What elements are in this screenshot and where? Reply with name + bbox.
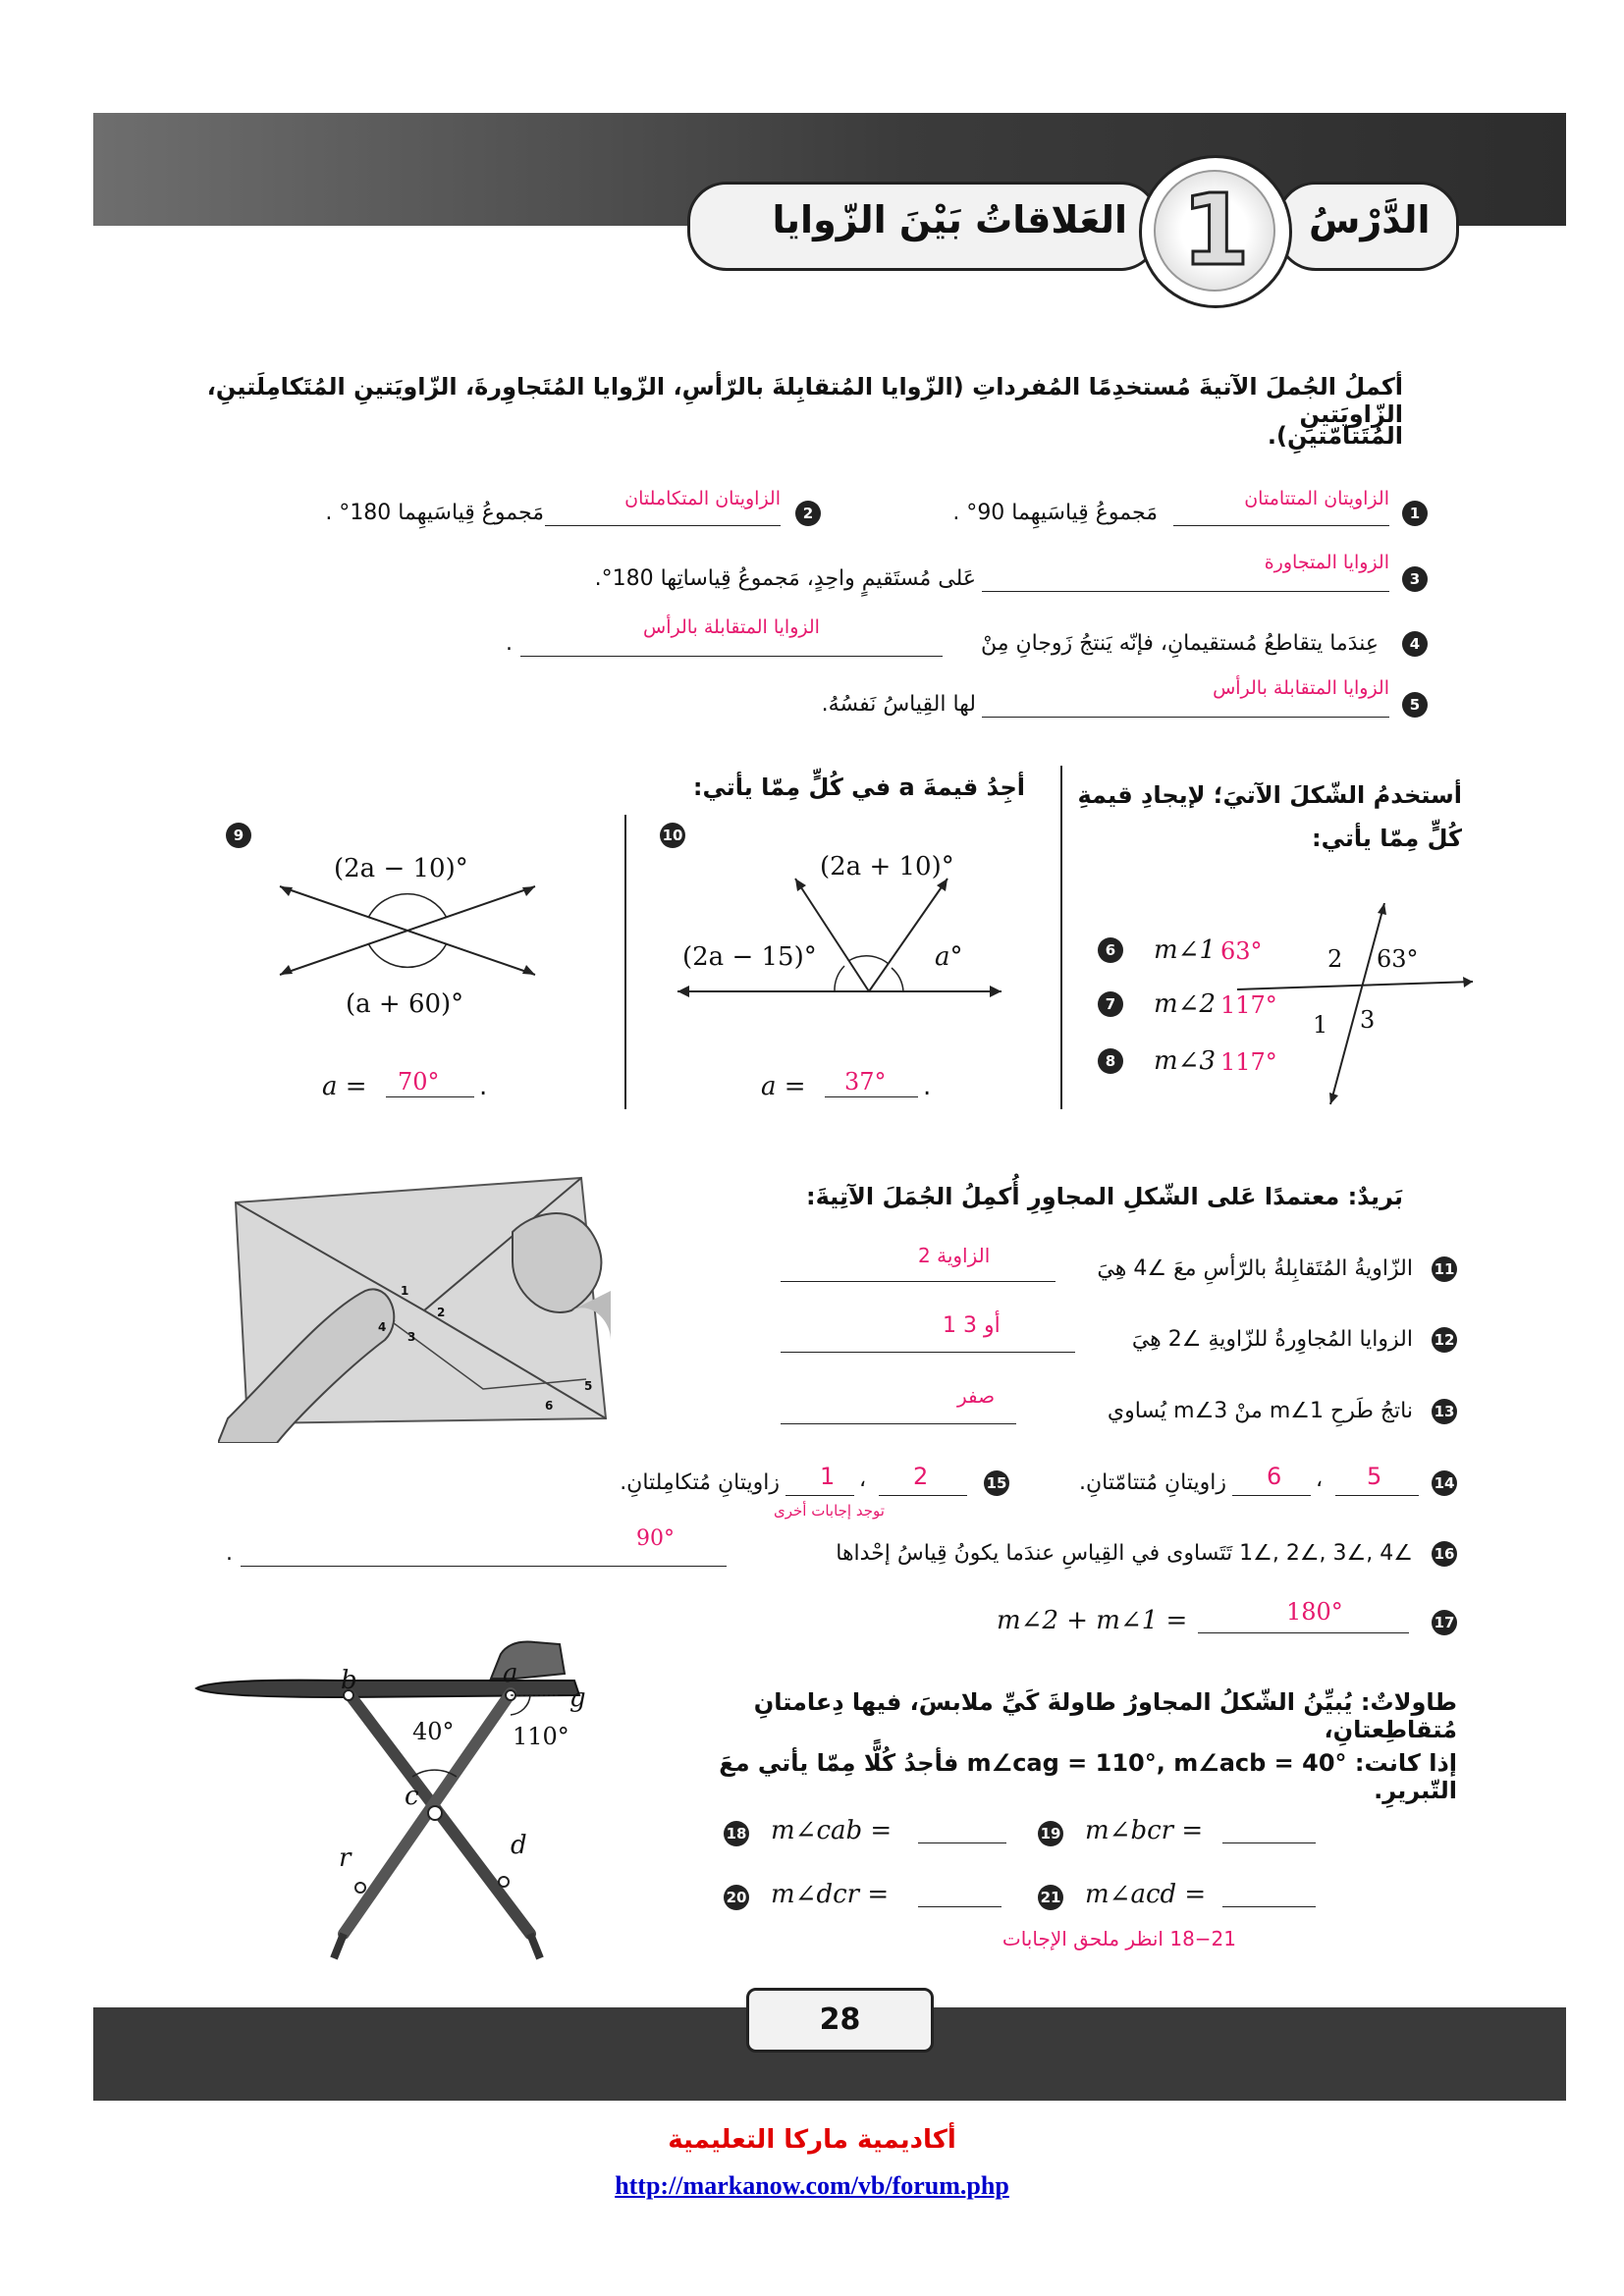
equation: a = — [761, 1072, 806, 1101]
measure-label: m∠3 — [1154, 1046, 1216, 1076]
q17-text: m∠2 + m∠1 = — [997, 1606, 1188, 1635]
envelope-label: 2 — [437, 1306, 446, 1319]
q9-answer: 70° — [398, 1068, 440, 1095]
item-number: 1 — [1402, 501, 1428, 526]
fig-label: 3 — [1360, 1006, 1376, 1034]
q17-answer: 180° — [1286, 1598, 1343, 1626]
q12-text: الزوايا المُجاوِرةُ للزّاويةِ ∠2 هِيَ — [1131, 1327, 1413, 1352]
item-number: 10 — [660, 823, 685, 848]
item-number: 20 — [724, 1885, 749, 1910]
period: . — [923, 1072, 932, 1101]
envelope-label: 4 — [378, 1320, 387, 1334]
item-number: 12 — [1432, 1327, 1457, 1353]
item-text: عِندَما يتقاطعُ مُستقيمانِ، فإنّه يَنتجُ زَوجانِ مِنْ — [980, 631, 1379, 656]
measure-answer: 117° — [1220, 1048, 1277, 1076]
adjacent-angles-figure — [668, 864, 1011, 1011]
item-text: عَلى مُستَقيمٍ واحِدٍ، مَجموعُ قِياساتِها 180°. — [594, 566, 976, 591]
item-number: 4 — [1402, 631, 1428, 657]
angle-label: (2a + 10)° — [820, 852, 954, 881]
fig-label-a: a — [503, 1659, 518, 1688]
fig-angle-40: 40° — [412, 1718, 455, 1745]
ironing-line2: إذا كانت: m∠cag = 110°, m∠acb = 40° فأجدُ كُلًّا مِمّا يأتي معَ التّبريرِ. — [719, 1749, 1457, 1804]
equation: a = — [322, 1072, 367, 1101]
q20-label: m∠dcr = — [771, 1880, 890, 1909]
fig-label-b: b — [341, 1666, 357, 1695]
item-number: 16 — [1432, 1541, 1457, 1567]
period: . — [226, 1541, 233, 1566]
item-number: 13 — [1432, 1399, 1457, 1424]
measure-answer: 117° — [1220, 991, 1277, 1019]
comma: ، — [1316, 1468, 1324, 1492]
vertical-angles-figure — [275, 879, 540, 987]
q14-answer-b: 6 — [1267, 1463, 1282, 1490]
item-number: 3 — [1402, 566, 1428, 592]
ironing-board-figure — [191, 1634, 614, 1968]
q16-answer: 90° — [636, 1526, 675, 1551]
right-prompt: أستخدمُ الشّكلَ الآتيَ؛ لإيجادِ قيمةِ كُلٍّ مِمّا يأتي: — [1077, 781, 1462, 852]
page-number: 28 — [746, 1988, 934, 2053]
item-text: لها القِياسُ نَفسُهُ. — [821, 692, 976, 717]
answer-line — [982, 697, 1389, 718]
item-answer: الزاويتان المتتامتان — [1244, 488, 1389, 509]
item-number: 21 — [1038, 1885, 1063, 1910]
item-number: 19 — [1038, 1821, 1063, 1846]
envelope-label: 5 — [584, 1379, 593, 1393]
angle-label: (a + 60)° — [346, 989, 464, 1019]
lesson-number: 1 — [1181, 173, 1250, 288]
answer-line — [1222, 1823, 1316, 1843]
q14-answer-a: 5 — [1367, 1463, 1382, 1490]
q13-text: ناتجُ طَرحِ m∠1 منْ m∠3 يُساوي — [1107, 1399, 1413, 1423]
period: . — [479, 1072, 488, 1101]
comma: ، — [859, 1468, 867, 1492]
q11-answer: الزاوية 2 — [918, 1244, 991, 1267]
q15-note: توجد إجابات أخرى — [774, 1502, 885, 1520]
answer-line — [1222, 1887, 1316, 1907]
angle-label: a° — [935, 942, 963, 972]
ironing-note: 18−21 انظر ملحق الإجابات — [1001, 1927, 1236, 1950]
item-number: 6 — [1098, 937, 1123, 963]
item-number: 5 — [1402, 692, 1428, 718]
item-number: 8 — [1098, 1048, 1123, 1074]
instructions-line1: أكملُ الجُملَ الآتيةَ مُستخدِمًا المُفرداتِ (الزّوايا المُتقابِلةَ بالرّأسِ، الزّوايا المُتَجاوِرةَ، الزّاويَتينِ المُتَكامِلَتينِ، الزّاويَتينِ — [206, 373, 1403, 428]
q16-text: ∠4 ,∠3 ,∠2 ,∠1 تَتَساوى في القِياسِ عندَما يكونُ قِياسُ إحْداها — [836, 1541, 1413, 1566]
envelope-label: 6 — [545, 1399, 554, 1413]
q11-text: الزّاويةُ المُتَقابِلةُ بالرّأسِ معَ ∠4 هِيَ — [1097, 1256, 1413, 1281]
angle-label: (2a − 15)° — [682, 942, 817, 972]
item-number: 7 — [1098, 991, 1123, 1017]
measure-label: m∠1 — [1154, 935, 1216, 965]
item-text: مَجموعُ قِياسَيهِما 90° . — [952, 501, 1158, 525]
answer-line — [781, 1332, 1075, 1353]
answer-line — [982, 571, 1389, 592]
q19-label: m∠bcr = — [1085, 1816, 1204, 1845]
item-number: 14 — [1432, 1470, 1457, 1496]
q21-label: m∠acd = — [1085, 1880, 1207, 1909]
fig-label-d: d — [511, 1831, 527, 1860]
academy-name: أكاديمية ماركا التعليمية — [668, 2125, 956, 2155]
angle-label: (2a − 10)° — [334, 854, 468, 883]
answer-line — [918, 1823, 1006, 1843]
answer-line — [918, 1887, 1001, 1907]
fig-label: 1 — [1313, 1011, 1328, 1039]
envelope-label: 1 — [401, 1284, 409, 1298]
item-answer: الزاويتان المتكاملتان — [624, 488, 781, 509]
divider — [1060, 766, 1062, 1109]
item-answer: الزوايا المتجاورة — [1264, 552, 1389, 573]
q18-label: m∠cab = — [771, 1816, 893, 1845]
mail-title: بَريدٌ: معتمدًا عَلى الشّكلِ المجاوِرِ أُكمِلُ الجُمَلَ الآتِيةَ: — [806, 1183, 1403, 1210]
measure-label: m∠2 — [1154, 989, 1216, 1019]
divider — [624, 815, 626, 1109]
lesson-tab — [1276, 182, 1459, 271]
item-number: 9 — [226, 823, 251, 848]
item-answer: الزوايا المتقابلة بالرأس — [643, 616, 820, 638]
instructions-line2: المُتَتامّتينِ). — [1267, 422, 1403, 450]
item-number: 18 — [724, 1821, 749, 1846]
q15-text: زاويتانِ مُتكامِلتانِ. — [620, 1470, 780, 1495]
item-answer: الزوايا المتقابلة بالرأس — [1213, 677, 1389, 699]
q14-text: زاويتانِ مُتتامّتانِ. — [1078, 1470, 1226, 1495]
fig-label-g: g — [569, 1683, 586, 1713]
transversal-figure — [1227, 903, 1483, 1109]
fig-label-r: r — [339, 1843, 352, 1873]
item-text: . — [506, 631, 513, 656]
envelope-label: 3 — [407, 1330, 416, 1344]
ironing-title: طاولاتٌ: يُبيِّنُ الشّكلُ المجاورُ طاولةَ كَيِّ ملابسَ، فيها دِعامتانِ مُتقاطِعتانِ، — [753, 1688, 1457, 1743]
mid-prompt: أجِدُ قيمةَ a في كُلٍّ مِمّا يأتي: — [692, 774, 1025, 801]
answer-line — [520, 636, 943, 657]
forum-link[interactable]: http://markanow.com/vb/forum.php — [615, 2171, 1009, 2200]
item-number: 11 — [1432, 1256, 1457, 1282]
item-number: 2 — [795, 501, 821, 526]
q15-answer-a: 2 — [913, 1463, 929, 1490]
title-tab — [687, 182, 1160, 271]
measure-answer: 63° — [1220, 937, 1263, 965]
q13-answer: صفر — [957, 1384, 996, 1408]
q10-answer: 37° — [844, 1068, 887, 1095]
q12-answer: 1 أو 3 — [943, 1313, 1001, 1338]
lesson-word: الدَّرْسُ — [1309, 198, 1431, 241]
lesson-title: العَلاقاتُ بَيْنَ الزّوايا — [772, 198, 1127, 241]
fig-label: 2 — [1327, 945, 1343, 973]
item-number: 15 — [984, 1470, 1009, 1496]
q15-answer-b: 1 — [820, 1463, 836, 1490]
fig-label-c: c — [405, 1782, 419, 1811]
lesson-number-badge — [1139, 155, 1292, 308]
fig-label: 63° — [1377, 945, 1419, 973]
item-number: 17 — [1432, 1610, 1457, 1635]
fig-angle-110: 110° — [513, 1723, 569, 1750]
item-text: مَجموعُ قِياسَيهِما 180° . — [325, 501, 544, 525]
